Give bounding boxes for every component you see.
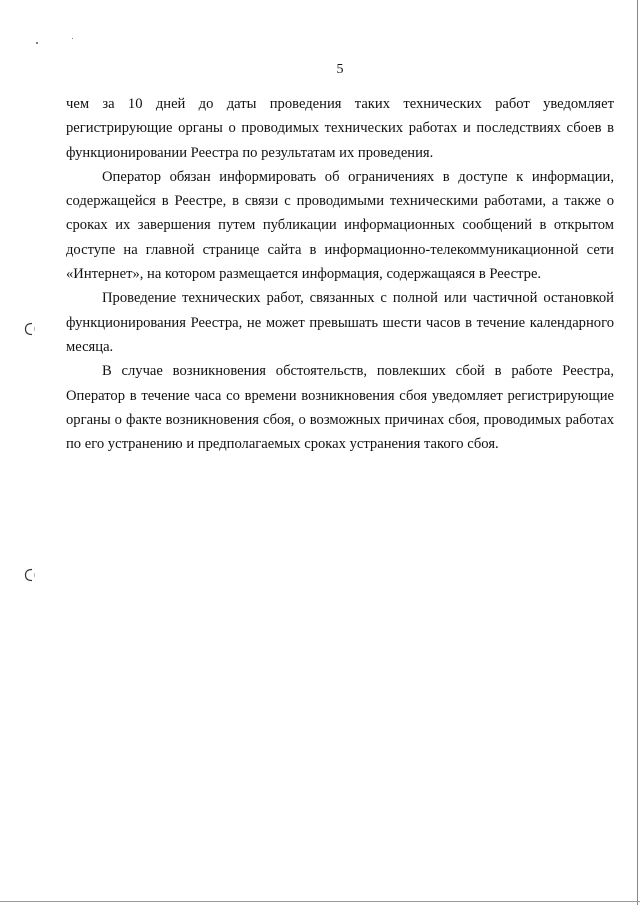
paragraph: чем за 10 дней до даты проведения таких технических работ уведомляет регистрирующие органы о проводимых технических работах и последствиях сбоев в функционировании Реестра по результатам их проведения. — [66, 96, 614, 161]
scan-edge-bottom — [0, 901, 640, 902]
scan-speck — [36, 42, 38, 44]
scan-edge-right — [637, 0, 638, 905]
paragraph: Проведение технических работ, связанных с полной или частичной остановкой функционирования Реестра, не может превышать шести часов в течение календарного месяца. — [66, 290, 614, 355]
punch-hole-icon — [24, 568, 36, 582]
page-number: 5 — [336, 62, 344, 77]
document-body — [66, 92, 614, 456]
paragraph: Оператор обязан информировать об ограничениях в доступе к информации, содержащейся в Реестре, в связи с проводимыми техническими работами, а также о сроках их завершения путем публикации информационных сообщений в открытом доступе на главной странице сайта в информационно-телекоммуникационной сети «Интернет», на котором размещается информация, содержащаяся в Реестре. — [66, 168, 614, 283]
punch-hole-icon — [24, 322, 36, 336]
scan-speck — [72, 38, 73, 39]
paragraph: В случае возникновения обстоятельств, повлекших сбой в работе Реестра, Оператор в течение часа со времени возникновения сбоя уведомляет регистрирующие органы о факте возникновения сбоя, о возможных причинах сбоя, проводимых работах по его устранению и предполагаемых сроках устранения такого сбоя. — [66, 363, 614, 453]
